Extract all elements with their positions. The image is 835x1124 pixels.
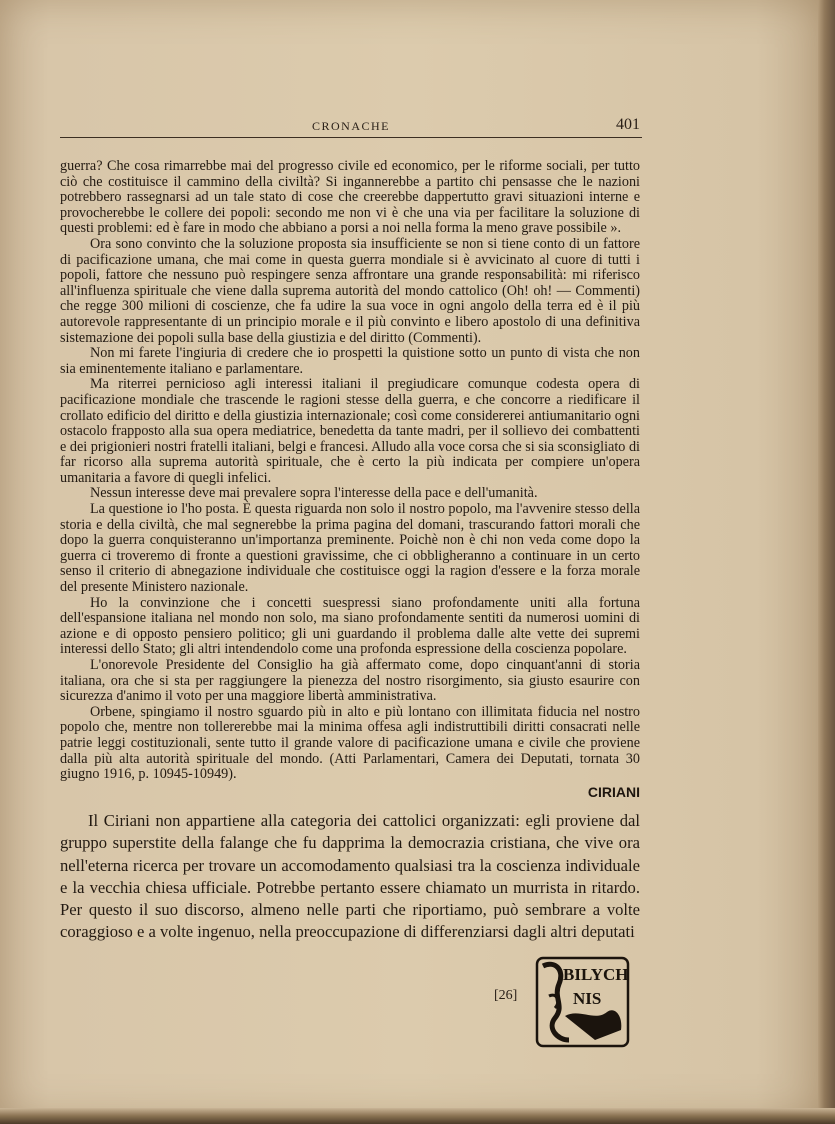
paragraph: Ma riterrei pernicioso agli interessi italiani il pregiudicare comunque codesta opera di pacificazione mondiale che trascende le ragioni stesse della guerra, e che concorre a riedificare il crollato edificio del diritto e della giustizia internazionale; così come considererei antiumanitario ogni ostacolo frapposto alla sua opera mediatrice, benedetta da tante madri, per il sollievo dei combattenti e dei prigionieri nostri fratelli italiani, belgi e francesi. Alludo alla voce corsa che si sia sconsigliato di far ricorso alla suprema autorità spirituale, che è certo la più indicata per compiere un'opera umanitaria a favore di quegli infelici. bbox=[60, 376, 640, 486]
header-rule bbox=[60, 137, 642, 138]
section-body bbox=[60, 810, 640, 944]
paragraph: Ho la convinzione che i concetti suespressi siano profondamente uniti alla fortuna dell'espansione italiana nel mondo non solo, ma siano profondamente sentiti da numerosi uomini di azione e di opposto pensiero politico; gli uni guardando il problema dalle alte vette dei supremi interessi dello Stato; gli altri intendendolo come una profonda espressione della coscienza popolare. bbox=[60, 594, 640, 658]
folio-number: [26] bbox=[494, 988, 518, 1003]
paragraph: L'onorevole Presidente del Consiglio ha già affermato come, dopo cinquant'anni di storia italiana, ora che si sta per raggiungere la pienezza del nostro risorgimento, sia giusto esaurire con sicurezza d'animo il voto per una maggiore libertà amministrativa. bbox=[60, 657, 640, 705]
section-heading: CIRIANI bbox=[587, 784, 640, 800]
paragraph: Nessun interesse deve mai prevalere sopra l'interesse della pace e dell'umanità. bbox=[90, 485, 538, 502]
paragraph: Non mi farete l'ingiuria di credere che io prospetti la quistione sotto un punto di vista che non sia eminentemente italiano e parlamentare. bbox=[60, 345, 640, 377]
page-number: 401 bbox=[616, 116, 640, 133]
paragraph: Orbene, spingiamo il nostro sguardo più in alto e più lontano con illimitata fiducia nel nostro popolo che, mentre non tollererebbe mai la minima offesa agli indistruttibili diritti consacrati nelle patrie leggi costituzionali, sente tutto il grande valore di pacificazione umana e civile che proviene dalla più alta autorità spirituale del mondo. (Atti Parlamentari, Camera dei Deputati, tornata 30 giugno 1916, p. 10945-10949). bbox=[60, 703, 640, 783]
page-edge-bottom bbox=[0, 1108, 835, 1124]
svg-text:BILYCH: BILYCH bbox=[563, 965, 629, 984]
paragraph: Il Ciriani non appartiene alla categoria dei cattolici organizzati: egli proviene dal gruppo superstite della falange che fu dapprima la democrazia cristiana, che vive ora nell'eterna ricerca per trovare un accomodamento qualsiasi tra la coscienza individuale e la vecchia chiesa ufficiale. Potrebbe pertanto essere chiamato un murrista in ritardo. Per questo il suo discorso, almeno nelle parti che riportiamo, può sembrare a volte coraggioso e a volte ingenuo, nella preoccupazione di differenziarsi dagli altri deputati bbox=[60, 811, 640, 942]
paragraph: guerra? Che cosa rimarrebbe mai del progresso civile ed economico, per le riforme sociali, per tutto ciò che costituisce il cammino della civiltà? Si ingannerebbe a partito chi pensasse che le nazioni potrebbero rassegnarsi ad un tale stato di cose che creerebbe dappertutto gravi situazioni interne e provocherebbe le collere dei popoli: secondo me non vi è che una via per facilitare la soluzione di questi problemi: ed è fare in modo che abbiano a porsi a noi nella forma la meno grave possibile ». bbox=[60, 158, 640, 237]
running-title: CRONACHE bbox=[311, 119, 390, 133]
svg-text:NIS: NIS bbox=[573, 989, 602, 1008]
bilychnis-logo bbox=[535, 956, 630, 1048]
paragraph: Ora sono convinto che la soluzione proposta sia insufficiente se non si tiene conto di un fattore di pacificazione umana, che mai come in questa guerra mondiale si è avvicinato al cuore di tutti i popoli, fattore che nessuno può respingere senza affrontare una grande responsabilità: mi riferisco all'influenza spirituale che viene dalla suprema autorità del mondo cattolico (Oh! oh! — Commenti) che regge 300 milioni di coscienze, che fa udire la sua voce in ogni angolo della terra ed è il più autorevole rappresentante di un principio morale e il più convinto e libero apostolo di una definitiva sistemazione dei popoli sulla base della giustizia e del diritto (Commenti). bbox=[60, 235, 640, 346]
quoted-speech bbox=[60, 159, 640, 783]
page-edge-right bbox=[818, 0, 835, 1124]
paragraph: La questione io l'ho posta. È questa riguarda non solo il nostro popolo, ma l'avvenire stesso della storia e della civiltà, che mal segnerebbe la prima pagina del domani, trascurando fattori morali che dopo la guerra conquisteranno un'importanza preminente. Poichè non è chi non veda come dopo la guerra ci troveremo di fronte a questioni gravissime, che ci obbligheranno a continuare in un certo senso il criterio di abnegazione individuale che costituisce oggi la ragion d'essere e la forza morale del presente Ministero nazionale. bbox=[60, 501, 640, 596]
running-head bbox=[60, 117, 642, 135]
